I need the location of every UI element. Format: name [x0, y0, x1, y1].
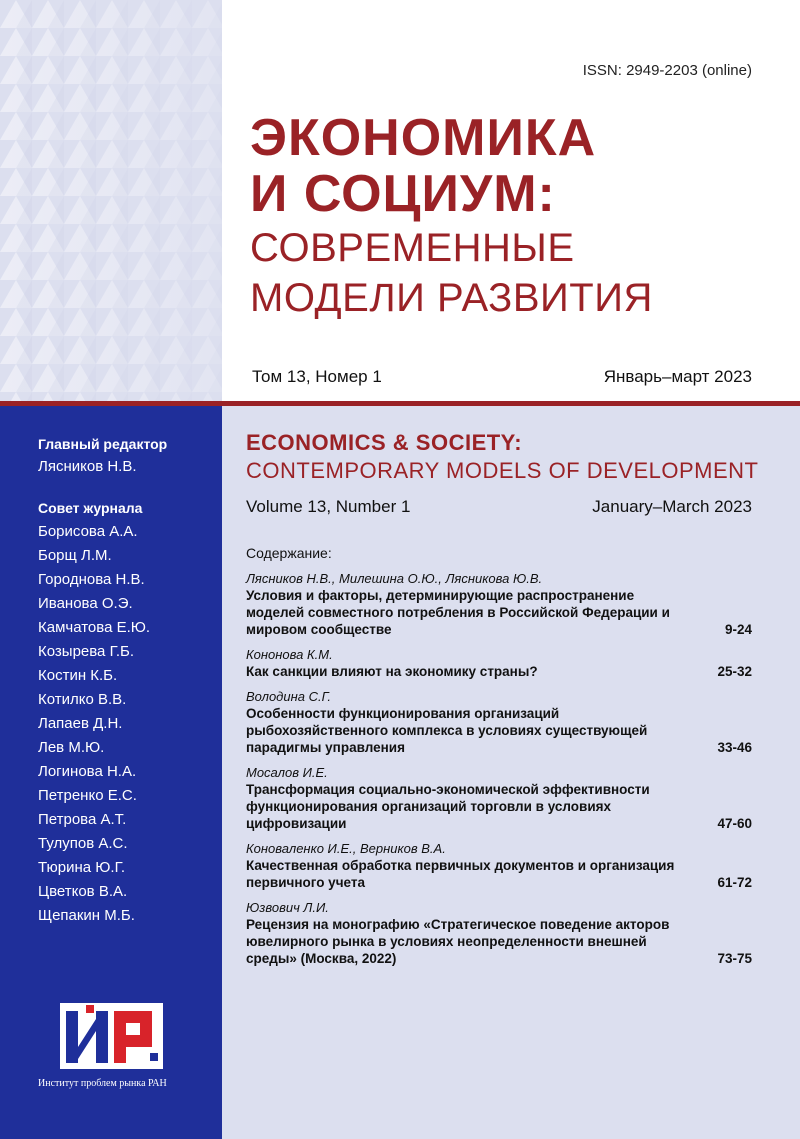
board-member: Камчатова Е.Ю.: [38, 619, 151, 636]
board-member: Цветков В.А.: [38, 883, 128, 900]
title-ru-line-3: СОВРЕМЕННЫЕ: [250, 226, 575, 270]
toc-entry[interactable]: [246, 764, 752, 832]
editor-heading: Главный редактор: [38, 436, 168, 452]
title-en-line-1: ECONOMICS & SOCIETY:: [246, 430, 523, 455]
toc-article-title: Трансформация социально-экономической эффективности функционирования организаций торговли в условиях цифровизации: [246, 782, 650, 831]
board-member: Тюрина Ю.Г.: [38, 859, 126, 876]
volume-ru: Том 13, Номер 1: [252, 367, 382, 386]
board-member: Городнова Н.В.: [38, 571, 145, 588]
institute-logo: [60, 1003, 163, 1069]
title-ru-line-1: ЭКОНОМИКА: [250, 109, 597, 167]
toc-article-title: Как санкции влияют на экономику страны?: [246, 664, 538, 679]
toc-entry[interactable]: [246, 688, 752, 756]
board-member: Котилко В.В.: [38, 691, 127, 708]
toc-entry[interactable]: [246, 899, 752, 967]
toc-authors: Юзвович Л.И.: [246, 900, 329, 915]
toc-entry[interactable]: [246, 840, 752, 891]
toc-article-title: Качественная обработка первичных документов и организация первичного учета: [246, 858, 675, 890]
toc-pages: 73-75: [717, 951, 752, 966]
toc-entry[interactable]: [246, 570, 752, 638]
board-member: Костин К.Б.: [38, 667, 118, 684]
toc-authors: Коноваленко И.Е., Верников В.А.: [246, 841, 446, 856]
contents-heading: Содержание:: [246, 545, 332, 561]
title-ru-line-2: И СОЦИУМ:: [250, 165, 556, 223]
toc-pages: 33-46: [717, 740, 752, 755]
board-member: Петренко Е.С.: [38, 787, 137, 804]
date-en: January–March 2023: [592, 497, 752, 516]
issue-info-ru: [252, 367, 752, 387]
board-member: Тулупов А.С.: [38, 835, 128, 852]
board-member: Иванова О.Э.: [38, 595, 133, 612]
table-of-contents: [246, 570, 752, 975]
toc-pages: 9-24: [724, 622, 752, 637]
toc-article-title: Особенности функционирования организаций рыбохозяйственного комплекса в условиях существующей парадигмы управления: [246, 706, 648, 755]
board-member: Щепакин М.Б.: [38, 907, 135, 924]
board-member: Козырева Г.Б.: [38, 643, 135, 660]
toc-pages: 47-60: [717, 816, 752, 831]
board-member: Логинова Н.А.: [38, 763, 137, 780]
header-pattern-panel: [0, 0, 222, 401]
toc-article-title: Условия и факторы, детерминирующие распространение моделей совместного потребления в Российской Федерации и мировом сообществе: [246, 588, 670, 637]
board-member: Борщ Л.М.: [38, 547, 112, 564]
toc-article-title: Рецензия на монографию «Стратегическое поведение акторов ювелирного рынка в условиях неопределенности внешней среды» (Москва, 2022): [246, 917, 670, 966]
date-ru: Январь–март 2023: [603, 367, 752, 386]
journal-title-ru: [250, 109, 653, 320]
editor-name: Лясников Н.В.: [38, 458, 137, 475]
toc-authors: Володина С.Г.: [246, 689, 331, 704]
toc-authors: Кононова К.М.: [246, 647, 333, 662]
journal-title-en: [246, 430, 759, 484]
board-heading: Совет журнала: [38, 500, 143, 516]
board-member: Петрова А.Т.: [38, 811, 127, 828]
title-en-line-2: CONTEMPORARY MODELS OF DEVELOPMENT: [246, 458, 759, 483]
issue-info-en: [246, 497, 752, 517]
issn: ISSN: 2949-2203 (online): [582, 62, 752, 79]
toc-pages: 61-72: [717, 875, 752, 890]
toc-authors: Мосалов И.Е.: [246, 765, 328, 780]
board-member: Борисова А.А.: [38, 523, 138, 540]
title-ru-line-4: МОДЕЛИ РАЗВИТИЯ: [250, 276, 653, 320]
toc-pages: 25-32: [717, 664, 752, 679]
logo-caption: Институт проблем рынка РАН: [38, 1078, 167, 1089]
triangle-pattern: [0, 0, 222, 401]
toc-authors: Лясников Н.В., Милешина О.Ю., Лясникова Ю.В.: [246, 571, 543, 586]
board-member: Лев М.Ю.: [38, 739, 105, 756]
toc-entry[interactable]: [246, 646, 752, 680]
board-member: Лапаев Д.Н.: [38, 715, 123, 732]
volume-en: Volume 13, Number 1: [246, 497, 411, 516]
